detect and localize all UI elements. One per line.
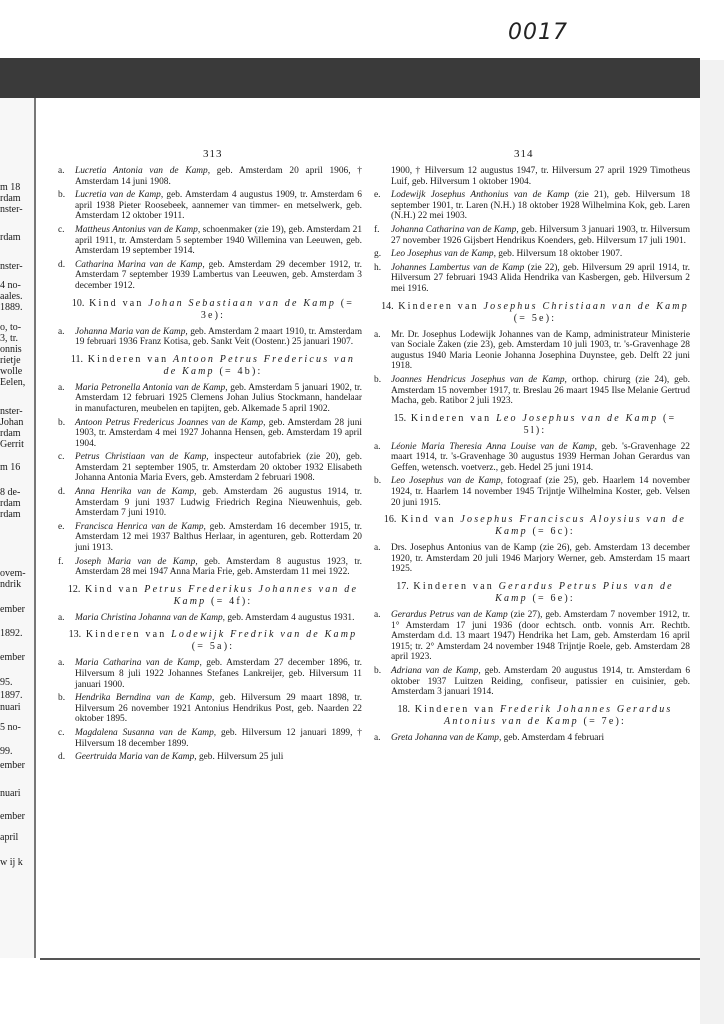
entry-label: b. [58,417,66,428]
section-heading [372,514,690,538]
genealogy-entry [372,442,690,474]
entry-details: , geb. Hilversum 18 oktober 1907. [493,249,623,260]
entry-label: c. [58,727,65,738]
page-number-right: 314 [514,148,534,160]
margin-fragment: 4 no- [0,280,21,291]
section-heading [372,301,690,325]
entry-label: a. [374,610,381,621]
entry-details: , geb. Hilversum 12 januari 1899, † Hilversum 18 december 1899. [75,727,362,749]
person-name: Mattheus Antonius van de Kamp [75,224,198,235]
genealogy-entry [56,522,362,554]
section-heading [56,354,362,378]
section-number: 13. [68,629,82,641]
section-heading [372,581,690,605]
margin-fragment: 8 de- [0,487,21,498]
scan-right-edge [700,60,724,1024]
person-name: Gerardus Petrus van de Kamp [391,610,508,621]
section-kind: Kinderen van [87,353,169,365]
entry-details: , geb. Amsterdam 26 augustus 1914, tr. Amsterdam 9 juni 1937 Ludwig Friedrich Regina Nieuwenhuis, geb. Amsterdam 7 juni 1910. [75,487,362,519]
genealogy-entry [56,452,362,484]
margin-fragment: ember [0,652,25,663]
genealogy-entry [56,557,362,578]
entry-details: , geb. Hilversum 3 januari 1903, tr. Hilversum 27 november 1926 Gijsbert Hendrikus Koenders, geb. Hilversum 17 juli 1901. [391,224,690,246]
entry-details: , geb. Amsterdam 20 april 1906, † Amsterdam 14 juni 1908. [75,166,362,187]
person-name: Maria Catharina van de Kamp [75,658,200,669]
genealogy-entry [372,330,690,372]
section-parent-name: Josephus Christiaan van de Kamp [483,300,689,312]
margin-fragment: april [0,832,19,843]
genealogy-entry [56,225,362,257]
handwritten-page-note: 0017 [508,20,568,45]
entry-label: a. [58,658,65,669]
genealogy-entry [372,375,690,407]
person-name: Lucretia van de Kamp [75,190,161,201]
entry-label: a. [374,441,381,452]
entry-label: a. [374,329,381,340]
genealogy-entry [372,476,690,508]
genealogy-entry [56,658,362,690]
person-name: Leo Josephus van de Kamp [391,249,494,260]
person-name: Joseph Maria van de Kamp [75,556,196,567]
margin-fragment: 3, tr. [0,333,19,344]
genealogy-entry [372,666,690,698]
section-reference: (= 6e): [532,593,575,605]
margin-fragment: rdam [0,232,21,243]
genealogy-entry [56,383,362,415]
page-number-left: 313 [203,148,223,160]
margin-fragment: rdam [0,428,21,439]
person-name: Antoon Petrus Fredericus Joannes van de Kamp [75,417,264,428]
genealogy-entry [56,260,362,292]
entry-details: , geb. Amsterdam 4 augustus 1931. [222,612,355,623]
genealogy-entry [372,190,690,222]
person-name: Greta Johanna van de Kamp [391,732,499,743]
person-name: Maria Petronella Antonia van de Kamp [75,382,226,393]
genealogy-entry [56,728,362,749]
margin-fragment: ember [0,604,25,615]
section-reference: (= 6c): [532,526,575,538]
margin-fragment: 99. [0,746,13,757]
person-name: Leo Josephus van de Kamp [391,476,501,487]
entry-details: (zie 21), geb. Hilversum 18 september 1901, tr. Laren (N.H.) 18 oktober 1928 Wilhelmina Kok, geb. Laren (N.H.) 22 mei 1903. [391,190,690,222]
section-reference: (= 5e): [513,312,557,324]
person-name: Petrus Christiaan van de Kamp [75,452,207,463]
entry-label: a. [58,326,65,337]
margin-fragment: ovem- [0,568,26,579]
genealogy-entry [56,752,362,763]
genealogy-entry [56,166,362,187]
left-column [56,166,362,766]
section-number: 10. [71,297,85,309]
person-name: Lodewijk Josephus Anthonius van de Kamp [391,190,570,201]
margin-fragment: ember [0,760,25,771]
person-name: Léonie Maria Theresia Anna Louise van de Kamp [391,441,595,452]
genealogy-entry [56,190,362,222]
entry-details: , geb. Amsterdam 8 augustus 1923, tr. Amsterdam 28 mei 1947 Anna Maria Frie, geb. Amsterdam 11 mei 1922. [75,556,362,578]
section-parent-name: Leo Josephus van de Kamp [496,412,659,424]
entry-details: (zie 27), geb. Amsterdam 7 november 1912, tr. 1° Amsterdam 17 juni 1936 (door echtsch. ontb. vonnis Arr. Rechtb. Amsterdam d.d. 13 maart 1947) Hendrika het Lam, geb. Amsterdam 16 april 1915; tr. 2° Amsterdam 24 november 1948 Trijntje Roele, geb. Amsterdam 28 april 1923. [391,610,691,663]
entry-label: e. [374,190,381,201]
entry-details: , geb. Amsterdam 5 januari 1902, tr. Amsterdam 12 februari 1925 Clemens Johan Julius Stockmann, handelaar in manufacturen, meubelen en tapijten, geb. Alkemade 5 april 1902. [75,382,362,414]
entry-label: g. [374,249,382,260]
section-heading [56,298,362,322]
margin-fragment: o, to- [0,322,22,333]
margin-fragment: nuari [0,702,21,713]
section-reference: (= 7e): [583,715,626,727]
entry-details: 1900, † Hilversum 12 augustus 1947, tr. Hilversum 27 april 1929 Timotheus Luif, geb. Hilversum 1 oktober 1904. [391,166,690,187]
entry-label: b. [374,374,382,385]
section-number: 17. [396,581,409,593]
entry-details: , geb. Amsterdam 28 juni 1903, tr. Amsterdam 4 mei 1927 Johanna Hensen, geb. Amsterdam 19 april 1904. [75,417,362,449]
margin-fragment: rdam [0,498,21,509]
section-number: 14. [381,300,394,312]
margin-fragment: ndrik [0,579,22,590]
section-heading [56,629,362,653]
margin-fragment: rdam [0,509,21,520]
margin-fragment: nster- [0,261,23,272]
person-name: Joannes Hendricus Josephus van de Kamp [391,374,565,385]
entry-label: a. [58,166,65,176]
genealogy-entry [56,693,362,725]
genealogy-entry [56,327,362,348]
entry-details: , geb. Amsterdam 29 december 1912, tr. Amsterdam 7 september 1939 Lambertus van Leeuwen, geb. Amsterdam 3 december 1912. [75,259,362,291]
bottom-rule [40,958,700,960]
entry-label: e. [58,521,65,532]
section-reference: (= 4b): [219,365,263,377]
person-name: Geertruida Maria van de Kamp [75,752,195,763]
margin-fragment: 1889. [0,302,23,313]
entry-details: , geb. Amsterdam 16 december 1915, tr. Amsterdam 12 mei 1937 Balthus Herlaar, in agenturen, geb. Rotterdam 20 juni 1913. [75,521,362,554]
genealogy-entry [56,418,362,450]
entry-details: , orthop. chirurg (zie 24), geb. Amsterdam 15 november 1917, tr. Breslau 26 maart 1945 Ilse Melanie Gertrud Macha, geb. Ratibor 2 juli 1923. [391,374,690,407]
entry-label: d. [58,752,66,763]
entry-label: c. [58,452,65,463]
margin-fragment: wolle [0,366,23,377]
section-kind: Kinderen van [414,703,496,715]
entry-label: d. [58,259,66,270]
section-heading [56,584,362,608]
entry-details: , geb. Amsterdam 20 augustus 1914, tr. Amsterdam 6 oktober 1937 Luitzen Reiding, confiseur, patissier en cuisinier, geb. Amsterdam 3 januari 1914. [391,666,691,698]
section-reference: (= 4f): [211,595,253,607]
entry-label: b. [374,476,382,487]
entry-label: a. [58,612,65,623]
margin-fragment: w ij k [0,857,23,868]
section-number: 12. [67,583,81,595]
right-column [372,166,690,746]
section-parent-name: Antoon Petrus Fredericus van de Kamp [163,353,356,377]
margin-fragment: Eelen, [0,377,26,388]
entry-label: a. [374,543,381,554]
section-reference: (= 5a): [191,641,235,653]
entry-label: f. [58,556,64,567]
person-name: Johanna Catharina van de Kamp [391,224,517,235]
entry-details: (zie 22), geb. Hilversum 29 april 1914, tr. Hilversum 27 februari 1943 Alida Hendrika van Kasbergen, geb. Hilversum 2 mei 1916. [391,262,690,294]
entry-details: , geb. Hilversum 25 juli [194,752,284,763]
margin-fragment: m 18 [0,182,21,193]
entry-details: Drs. Josephus Antonius van de Kamp (zie 26), geb. Amsterdam 13 december 1920, tr. Amsterdam 20 juli 1946 Marjory Werner, geb. Amsterdam 15 maart 1925. [391,543,690,575]
person-name: Hendrika Berndina van de Kamp [75,693,212,704]
section-kind: Kind van [89,297,144,309]
entry-details: , geb. Hilversum 29 maart 1898, tr. Hilversum 26 november 1921 Antonius Hendrikus Post, geb. Naarden 22 oktober 1895. [75,693,362,725]
genealogy-entry [372,166,690,187]
section-parent-name: Josephus Franciscus Aloysius van de Kamp [460,514,687,538]
entry-details: , inspecteur autofabriek (zie 20), geb. Amsterdam 21 september 1905, tr. Amsterdam 20 oktober 1932 Elisabeth Johanna Antonia Maria Evers, geb. Amsterdam 2 februari 1908. [75,452,363,484]
entry-label: b. [58,693,66,704]
section-reference: (= 5l): [523,412,677,436]
margin-fragment: onnis [0,344,22,355]
margin-fragment: ember [0,811,25,822]
entry-details: , geb. Amsterdam 4 augustus 1909, tr. Amsterdam 6 april 1938 Pieter Roosebeek, aannemer van timmer- en metselwerk, geb. Amsterdam 12 oktober 1911. [75,190,362,222]
entry-details: , geb. Amsterdam 27 december 1896, tr. Hilversum 8 juli 1922 Johannes Stefanes Lankreijer, geb. Hilversum 11 januari 1900. [75,658,362,690]
margin-fragment: rdam [0,193,21,204]
section-reference: (= 3e): [200,297,355,321]
section-kind: Kinderen van [398,300,479,312]
person-name: Lucretia Antonia van de Kamp [75,166,208,176]
section-parent-name: Frederik Johannes Gerardus Antonius van de Kamp [444,703,673,727]
section-kind: Kinderen van [85,629,167,641]
left-adjacent-page [0,98,36,958]
entry-label: f. [374,224,380,235]
entry-details: , geb. 's-Gravenhage 22 maart 1914, tr. 's-Gravenhage 30 augustus 1939 Herman Johan Gerardus van Geffen, wetensch. voetverz., geb. Hedel 25 juni 1914. [391,441,690,473]
section-number: 11. [70,353,84,365]
section-number: 16. [383,514,397,526]
margin-fragment: nuari [0,788,21,799]
section-heading [372,413,690,437]
entry-label: b. [58,190,66,201]
person-name: Catharina Marina van de Kamp [75,259,203,270]
margin-fragment: 5 no- [0,722,21,733]
section-parent-name: Johan Sebastiaan van de Kamp [148,297,337,309]
person-name: Johannes Lambertus van de Kamp [391,262,525,273]
section-kind: Kinderen van [413,581,494,593]
person-name: Francisca Henrica van de Kamp [75,521,204,532]
margin-fragment: m 16 [0,462,21,473]
margin-fragment: 1892. [0,628,23,639]
section-kind: Kinderen van [410,412,492,424]
genealogy-entry [372,543,690,575]
margin-fragment: 95. [0,677,13,688]
margin-fragment: Gerrit [0,439,24,450]
entry-label: d. [58,487,66,498]
margin-fragment: 1897. [0,690,23,701]
section-parent-name: Gerardus Petrus Pius van de Kamp [495,581,674,605]
entry-details: , geb. Amsterdam 2 maart 1910, tr. Amsterdam 19 februari 1936 Franz Kotisa, geb. Sankt Veit (Oostenr.) 25 januari 1907. [75,326,363,348]
margin-fragment: Johan [0,417,24,428]
person-name: Maria Christina Johanna van de Kamp [75,612,223,623]
genealogy-entry [372,610,690,663]
entry-details: , geb. Amsterdam 4 februari [498,732,605,743]
margin-fragment: nster- [0,204,23,215]
entry-details: , fotograaf (zie 25), geb. Haarlem 14 november 1924, tr. Haarlem 14 november 1945 Trijntje Wilhelmina Koster, geb. Velsen 20 juni 1915. [391,476,690,508]
margin-fragment: nster- [0,406,23,417]
entry-label: b. [374,666,382,676]
section-number: 18. [397,703,410,715]
section-parent-name: Petrus Frederikus Johannes van de Kamp [144,583,359,607]
genealogy-entry [56,613,362,624]
entry-label: a. [374,732,381,743]
section-number: 15. [393,412,407,424]
entry-details: , schoenmaker (zie 19), geb. Amsterdam 21 april 1911, tr. Amsterdam 5 september 1940 Willemina van Leeuwen, geb. Amsterdam 19 september 1914. [75,224,363,257]
entry-details: Mr. Dr. Josephus Lodewijk Johannes van de Kamp, administrateur Ministerie van Sociale Zaken (zie 23), geb. Amsterdam 10 juli 1903, tr. 's-Gravenhage 28 augustus 1940 Maria Leonie Johanna Josephina Duynstee, geb. Delft 22 juni 1918. [391,329,690,372]
entry-label: h. [374,262,382,273]
person-name: Magdalena Susanna van de Kamp [75,727,214,738]
section-kind: Kind van [85,583,140,595]
entry-label: c. [58,224,65,235]
section-heading [372,704,690,728]
genealogy-entry [372,249,690,260]
genealogy-entry [56,487,362,519]
person-name: Adriana van de Kamp [391,666,479,676]
margin-fragment: rietje [0,355,21,366]
person-name: Johanna Maria van de Kamp [75,326,186,337]
genealogy-entry [372,263,690,295]
section-parent-name: Lodewijk Fredrik van de Kamp [171,629,358,641]
genealogy-entry [372,225,690,246]
scan-dark-band [0,58,700,98]
entry-label: a. [58,382,65,393]
person-name: Anna Henrika van de Kamp [75,487,195,498]
margin-fragment: aales. [0,291,23,302]
section-kind: Kind van [401,514,456,526]
genealogy-entry [372,733,690,744]
